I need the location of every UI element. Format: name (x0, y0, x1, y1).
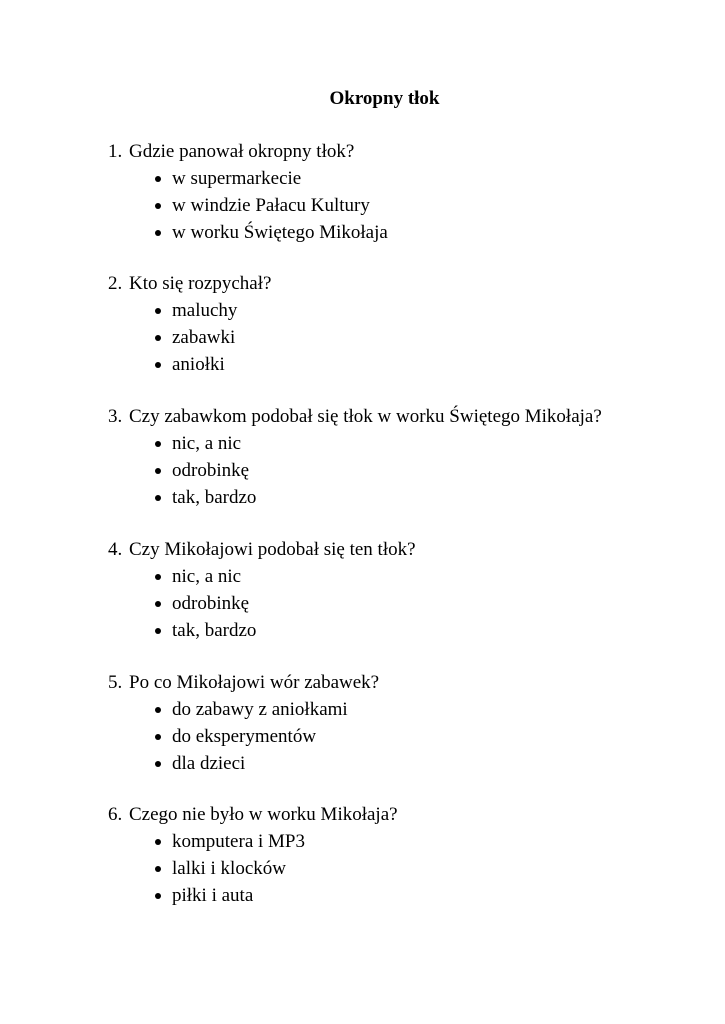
answer-text: lalki i klocków (172, 858, 286, 879)
answer-options (108, 297, 708, 378)
answer-text: aniołki (172, 354, 225, 375)
answer-text: komputera i MP3 (172, 831, 305, 852)
answer-text: tak, bardzo (172, 487, 257, 508)
answer-text: do eksperymentów (172, 726, 317, 747)
question-number: 5. (108, 672, 123, 693)
answer-option (108, 855, 708, 882)
bullet-icon (155, 574, 161, 580)
answer-option (108, 219, 708, 246)
answer-text: nic, a nic (172, 433, 242, 454)
answer-option (108, 696, 708, 723)
answer-option (108, 192, 708, 219)
answer-option (108, 617, 708, 644)
answer-text: nic, a nic (172, 566, 242, 587)
answer-options (108, 430, 708, 511)
question-text: Czy zabawkom podobał się tłok w worku Świętego Mikołaja? (129, 406, 602, 427)
answer-text: tak, bardzo (172, 620, 257, 641)
answer-text: w supermarkecie (172, 168, 302, 189)
answer-option (108, 563, 708, 590)
bullet-icon (155, 866, 161, 872)
answer-text: odrobinkę (172, 460, 250, 481)
answer-text: w windzie Pałacu Kultury (172, 195, 370, 216)
question-line (108, 669, 708, 696)
bullet-icon (155, 335, 161, 341)
answer-option (108, 590, 708, 617)
question-text: Po co Mikołajowi wór zabawek? (129, 672, 380, 693)
bullet-icon (155, 203, 161, 209)
bullet-icon (155, 628, 161, 634)
answer-option (108, 484, 708, 511)
answer-text: w worku Świętego Mikołaja (172, 222, 388, 243)
answer-option (108, 723, 708, 750)
answer-option (108, 750, 708, 777)
answer-option (108, 430, 708, 457)
question-line (108, 403, 708, 430)
question-text: Czego nie było w worku Mikołaja? (129, 804, 398, 825)
answer-option (108, 297, 708, 324)
question-number: 4. (108, 539, 123, 560)
question-number: 6. (108, 804, 123, 825)
bullet-icon (155, 495, 161, 501)
answer-options (108, 696, 708, 777)
question-number: 2. (108, 273, 123, 294)
question-text: Gdzie panował okropny tłok? (129, 141, 355, 162)
bullet-icon (155, 176, 161, 182)
bullet-icon (155, 362, 161, 368)
answer-text: piłki i auta (172, 885, 254, 906)
answer-options (108, 563, 708, 644)
answer-text: dla dzieci (172, 753, 246, 774)
answer-text: odrobinkę (172, 593, 250, 614)
bullet-icon (155, 734, 161, 740)
question-text: Kto się rozpychał? (129, 273, 272, 294)
answer-text: maluchy (172, 300, 238, 321)
bullet-icon (155, 893, 161, 899)
answer-option (108, 457, 708, 484)
answer-text: zabawki (172, 327, 236, 348)
bullet-icon (155, 839, 161, 845)
bullet-icon (155, 308, 161, 314)
bullet-icon (155, 468, 161, 474)
question-text: Czy Mikołajowi podobał się ten tłok? (129, 539, 416, 560)
bullet-icon (155, 601, 161, 607)
question-4 (108, 536, 708, 644)
answer-text: do zabawy z aniołkami (172, 699, 348, 720)
question-line (108, 801, 708, 828)
question-line (108, 138, 708, 165)
answer-option (108, 165, 708, 192)
answer-option (108, 882, 708, 909)
answer-option (108, 828, 708, 855)
question-3 (108, 403, 708, 511)
question-number: 3. (108, 406, 123, 427)
bullet-icon (155, 230, 161, 236)
answer-option (108, 351, 708, 378)
question-5 (108, 669, 708, 777)
answer-options (108, 165, 708, 246)
answer-options (108, 828, 708, 909)
document-title: Okropny tłok (329, 88, 440, 109)
bullet-icon (155, 707, 161, 713)
bullet-icon (155, 761, 161, 767)
question-6 (108, 801, 708, 909)
answer-option (108, 324, 708, 351)
question-line (108, 270, 708, 297)
question-1 (108, 138, 708, 246)
question-number: 1. (108, 141, 123, 162)
question-2 (108, 270, 708, 378)
question-line (108, 536, 708, 563)
bullet-icon (155, 441, 161, 447)
